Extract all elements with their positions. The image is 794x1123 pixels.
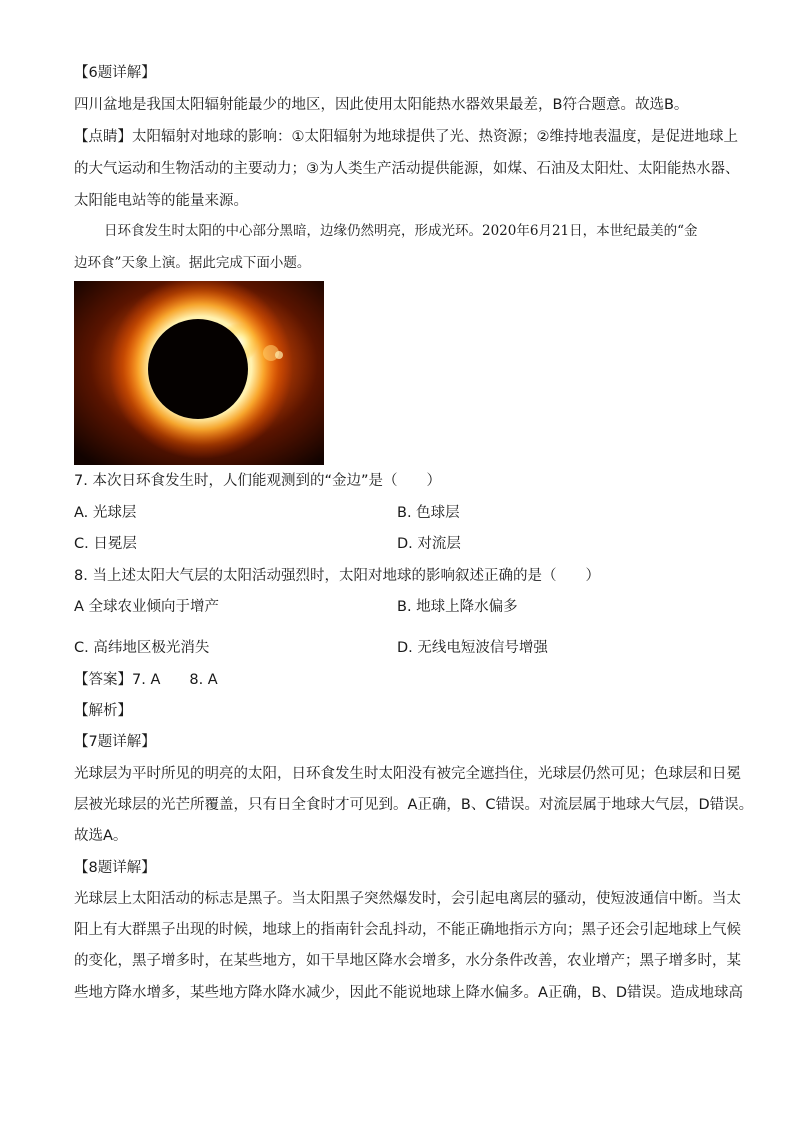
section6-line-1: 四川盆地是我国太阳辐射能最少的地区，因此使用太阳能热水器效果最差，B符合题意。故选B。 [74,97,689,113]
q7-option-a: A. 光球层 [74,505,137,521]
section8-line-3: 的变化，黑子增多时，在某些地方，如干旱地区降水会增多，水分条件改善，农业增产；黑子增多时，某 [74,953,741,969]
tip-line-3: 太阳能电站等的能量来源。 [74,193,248,209]
section8-line-2: 阳上有大群黑子出现的时候，地球上的指南针会乱抖动，不能正确地指示方向；黑子还会引起地球上气候 [74,922,741,938]
solar-eclipse-image [74,281,324,465]
q7-option-d: D. 对流层 [397,536,461,552]
passage-line-2: 边环食”天象上演。据此完成下面小题。 [74,255,311,271]
section8-header: 【8题详解】 [74,860,156,876]
section7-line-3: 故选A。 [74,828,128,844]
section7-header: 【7题详解】 [74,734,156,750]
q8-option-d: D. 无线电短波信号增强 [397,640,548,656]
solar-eclipse-illustration [74,281,324,465]
analysis-header: 【解析】 [74,703,132,719]
section6-header: 【6题详解】 [74,65,156,81]
section7-line-2: 层被光球层的光芒所覆盖，只有日全食时才可见到。A正确，B、C错误。对流层属于地球大气层，D错误。 [74,797,754,813]
section8-line-1: 光球层上太阳活动的标志是黑子。当太阳黑子突然爆发时，会引起电离层的骚动，使短波通信中断。当太 [74,891,741,907]
tip-line-1: 【点睛】太阳辐射对地球的影响：①太阳辐射为地球提供了光、热资源；②维持地表温度，是促进地球上 [74,129,738,145]
q7-option-c: C. 日冕层 [74,536,137,552]
answer-line: 【答案】7. A 8. A [74,672,218,688]
q8-stem: 8. 当上述太阳大气层的太阳活动强烈时，太阳对地球的影响叙述正确的是（ ） [74,568,600,584]
q7-option-b: B. 色球层 [397,505,460,521]
q7-stem: 7. 本次日环食发生时，人们能观测到的“金边”是（ ） [74,473,441,489]
tip-line-2: 的大气运动和生物活动的主要动力；③为人类生产活动提供能源，如煤、石油及太阳灶、太阳能热水器、 [74,161,740,177]
q8-option-c: C. 高纬地区极光消失 [74,640,210,656]
q8-option-a: A 全球农业倾向于增产 [74,599,220,615]
passage-line-1: 日环食发生时太阳的中心部分黑暗，边缘仍然明亮，形成光环。2020年6月21日，本世纪最美的“金 [104,223,698,239]
q8-option-b: B. 地球上降水偏多 [397,599,518,615]
section7-line-1: 光球层为平时所见的明亮的太阳，日环食发生时太阳没有被完全遮挡住，光球层仍然可见；色球层和日冕 [74,766,741,782]
section8-line-4: 些地方降水增多，某些地方降水降水减少，因此不能说地球上降水偏多。A正确，B、D错误。造成地球高 [74,985,744,1001]
